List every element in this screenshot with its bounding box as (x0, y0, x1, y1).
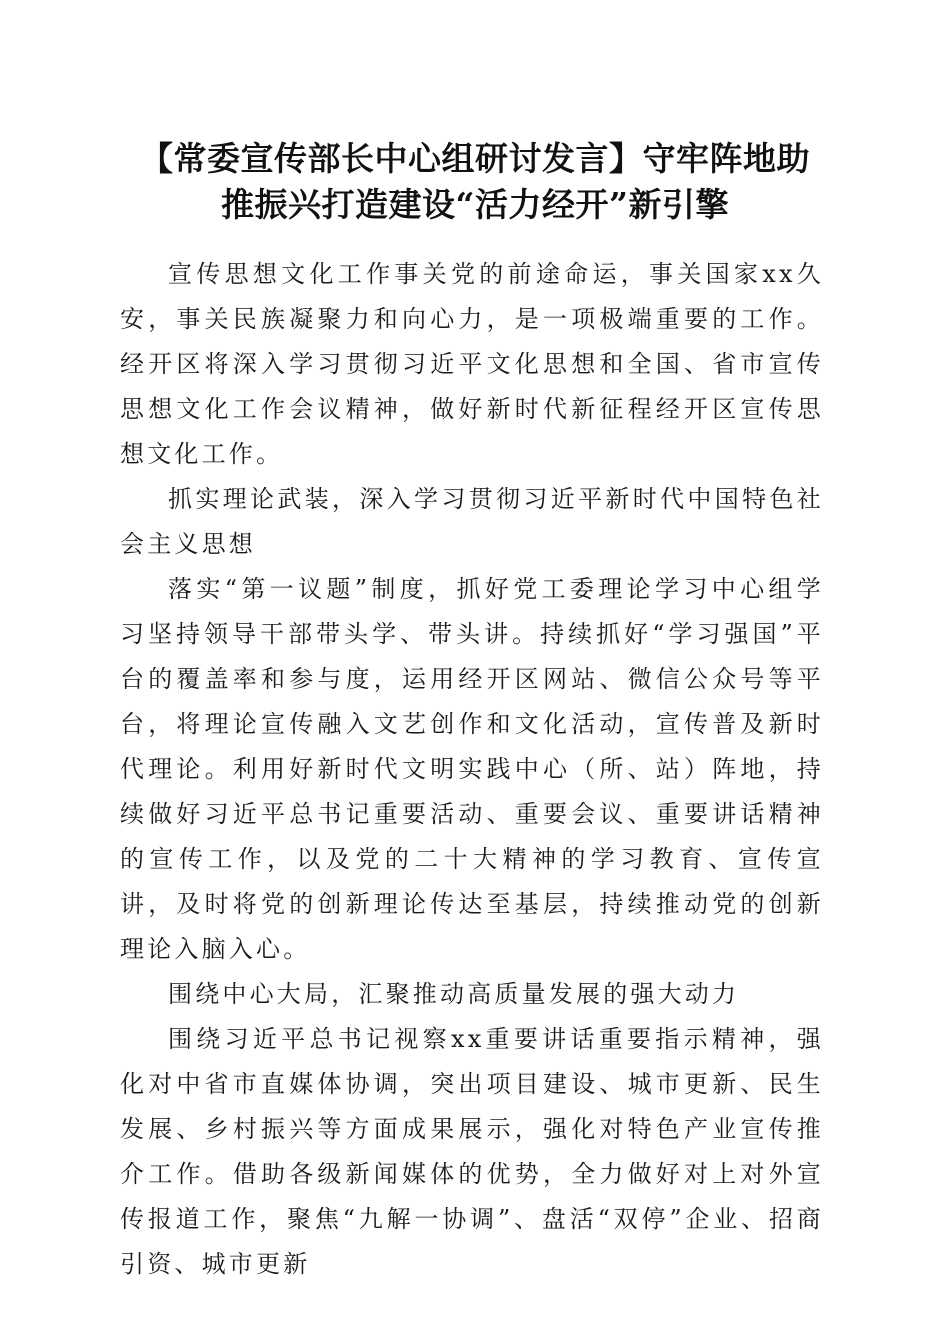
document-body (120, 252, 824, 1287)
title-line-2: 推振兴打造建设“活力经开”新引擎 (221, 185, 729, 224)
paragraph-development: 围绕习近平总书记视察xx重要讲话重要指示精神，强化对中省市直媒体协调，突出项目建设、城市更新、民生发展、乡村振兴等方面成果展示，强化对特色产业宣传推介工作。借助各级新闻媒体的优势，全力做好对上对外宣传报道工作，聚焦“九解一协调”、盘活“双停”企业、招商引资、城市更新 (120, 1025, 824, 1278)
paragraph-theory: 落实“第一议题”制度，抓好党工委理论学习中心组学习坚持领导干部带头学、带头讲。持续抓好“学习强国”平台的覆盖率和参与度，运用经开区网站、微信公众号等平台，将理论宣传融入文艺创作和文化活动，宣传普及新时代理论。利用好新时代文明实践中心（所、站）阵地，持续做好习近平总书记重要活动、重要会议、重要讲话精神的宣传工作，以及党的二十大精神的学习教育、宣传宣讲，及时将党的创新理论传达至基层，持续推动党的创新理论入脑入心。 (120, 575, 824, 963)
section-heading-development: 围绕中心大局，汇聚推动高质量发展的强大动力 (168, 980, 740, 1008)
title-line-1: 【常委宣传部长中心组研讨发言】守牢阵地助 (140, 139, 810, 178)
paragraph-intro: 宣传思想文化工作事关党的前途命运，事关国家xx久安，事关民族凝聚力和向心力，是一项极端重要的工作。经开区将深入学习贯彻习近平文化思想和全国、省市宣传思想文化工作会议精神，做好新时代新征程经开区宣传思想文化工作。 (120, 260, 824, 468)
document-title (100, 136, 850, 228)
section-heading-theory: 抓实理论武装，深入学习贯彻习近平新时代中国特色社会主义思想 (120, 485, 824, 558)
